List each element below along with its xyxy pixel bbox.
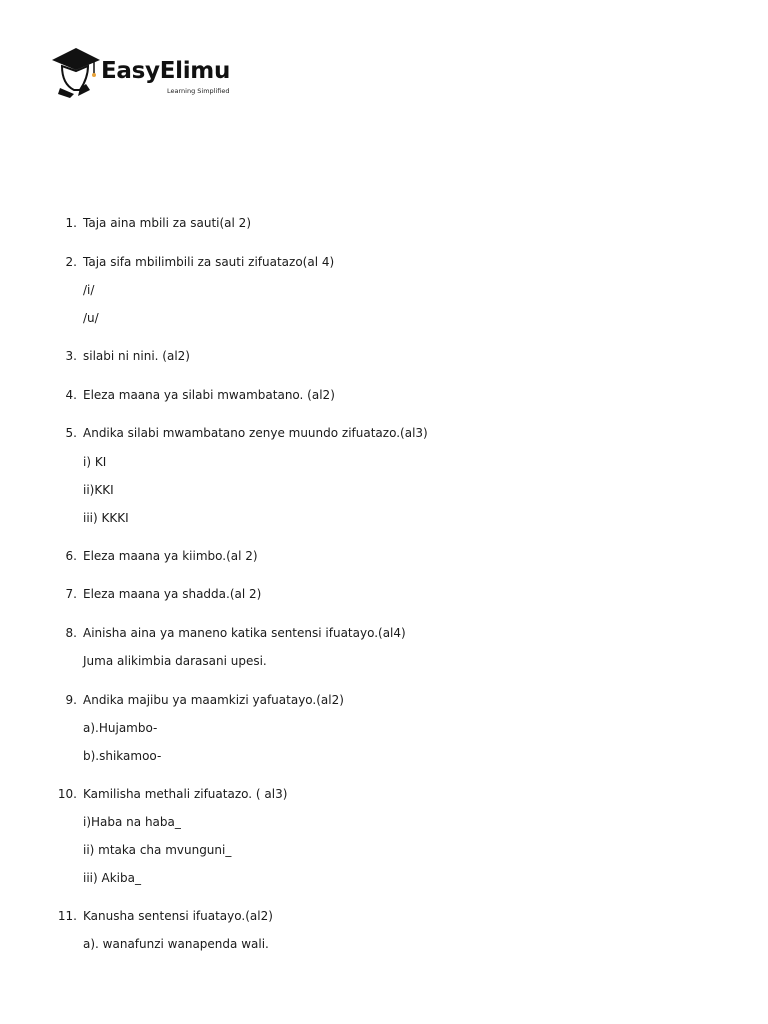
question-number: 10. <box>57 787 77 801</box>
question-number: 3. <box>65 349 77 363</box>
question-subitem: i)Haba na haba_ <box>83 815 181 829</box>
question-subitem: a). wanafunzi wanapenda wali. <box>83 937 269 951</box>
question-subitem: iii) Akiba_ <box>83 871 141 885</box>
question-text: Kamilisha methali zifuatazo. ( al3) <box>83 787 288 801</box>
graduation-cap-icon <box>50 44 102 100</box>
question-number: 1. <box>65 216 77 230</box>
question-subitem: iii) KKKI <box>83 511 129 525</box>
question-text: Andika silabi mwambatano zenye muundo zifuatazo.(al3) <box>83 426 428 440</box>
question-text: Eleza maana ya silabi mwambatano. (al2) <box>83 388 335 402</box>
question-number: 4. <box>65 388 77 402</box>
question-number: 11. <box>57 909 77 923</box>
brand-name: EasyElimu <box>101 58 231 84</box>
question-text: Andika majibu ya maamkizi yafuatayo.(al2) <box>83 693 344 707</box>
question-text: Taja aina mbili za sauti(al 2) <box>83 216 251 230</box>
question-text: Kanusha sentensi ifuatayo.(al2) <box>83 909 273 923</box>
question-number: 2. <box>65 255 77 269</box>
question-subitem: Juma alikimbia darasani upesi. <box>83 654 267 668</box>
brand-logo <box>50 44 250 100</box>
question-text: Taja sifa mbilimbili za sauti zifuatazo(al 4) <box>83 255 335 269</box>
question-number: 6. <box>65 549 77 563</box>
question-text: Ainisha aina ya maneno katika sentensi ifuatayo.(al4) <box>83 626 406 640</box>
question-text: Eleza maana ya shadda.(al 2) <box>83 587 262 601</box>
question-subitem: /u/ <box>83 311 99 325</box>
question-subitem: a).Hujambo- <box>83 721 158 735</box>
question-subitem: ii)KKI <box>83 483 114 497</box>
question-text: silabi ni nini. (al2) <box>83 349 190 363</box>
question-number: 9. <box>65 693 77 707</box>
question-text: Eleza maana ya kiimbo.(al 2) <box>83 549 258 563</box>
question-subitem: b).shikamoo- <box>83 749 162 763</box>
question-subitem: ii) mtaka cha mvunguni_ <box>83 843 232 857</box>
question-number: 5. <box>65 426 77 440</box>
question-subitem: i) KI <box>83 455 107 469</box>
question-subitem: /i/ <box>83 283 95 297</box>
question-number: 8. <box>65 626 77 640</box>
question-number: 7. <box>65 587 77 601</box>
brand-tagline: Learning Simplified <box>167 87 230 95</box>
